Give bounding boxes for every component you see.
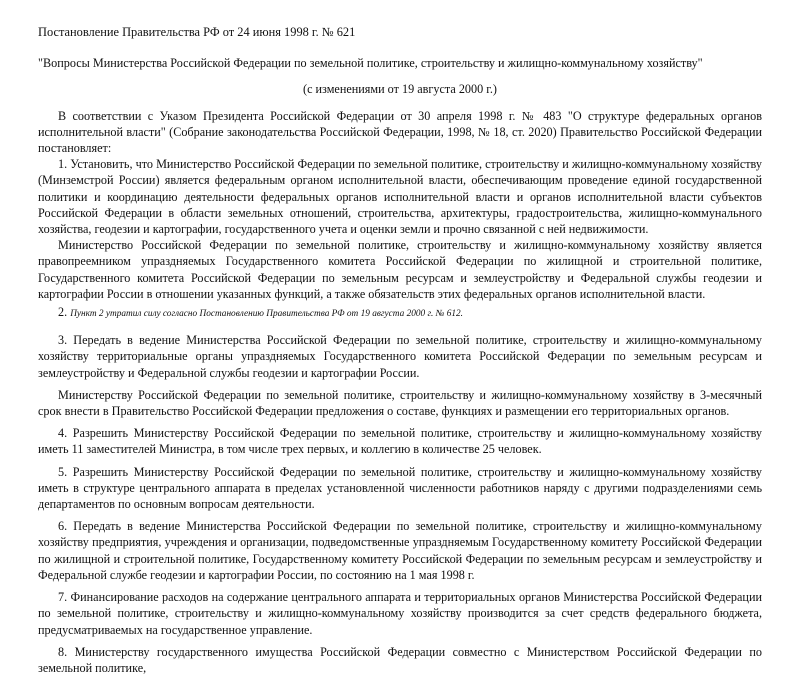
- paragraph-2-note-text: Пункт 2 утратил силу согласно Постановлению Правительства РФ от 19 августа 2000 г. № 612.: [70, 309, 464, 320]
- paragraph-3: 3. Передать в ведение Министерства Российской Федерации по земельной политике, строительству и жилищно-коммунальному хозяйству территориальные органы упраздняемых Государственного комитета Российской Федерации по земельным ресурсам и землеустройству и Федеральной службы геодезии и картографии России.: [38, 333, 762, 380]
- paragraph-2-repealed-note: [38, 304, 762, 322]
- amendment-note: (с изменениями от 19 августа 2000 г.): [303, 82, 497, 97]
- preamble-paragraph: В соответствии с Указом Президента Российской Федерации от 30 апреля 1998 г. № 483 "О структуре федеральных органов исполнительной власти" (Собрание законодательства Российской Федерации, 1998, № 18, ст. 2020) Правительство Российской Федерации постановляет:: [38, 108, 762, 156]
- paragraph-7: 7. Финансирование расходов на содержание центрального аппарата и территориальных органов Министерства Российской Федерации по земельной политике, строительству и жилищно-коммунальному хозяйству производится за счет средств федерального бюджета, предусматриваемых на государственное управление.: [38, 590, 762, 637]
- paragraph-8: 8. Министерству государственного имущества Российской Федерации совместно с Министерством Российской Федерации по земельной политике,: [38, 644, 762, 675]
- paragraph-3-continuation: Министерству Российской Федерации по земельной политике, строительству и жилищно-коммунальному хозяйству в 3-месячный срок внести в Правительство Российской Федерации предложения о составе, функциях и размещении его территориальных органов.: [38, 387, 762, 419]
- document-subtitle: "Вопросы Министерства Российской Федерации по земельной политике, строительству и жилищно-коммунальному хозяйству": [38, 56, 703, 71]
- document-page: [38, 24, 762, 676]
- paragraph-5: 5. Разрешить Министерству Российской Федерации по земельной политике, строительству и жилищно-коммунальному хозяйству иметь в структуре центрального аппарата в пределах установленной численности работников наряду с другими подразделениями семь департаментов по основным вопросам деятельности.: [38, 464, 762, 512]
- paragraph-2-number: 2.: [58, 305, 68, 320]
- document-title: Постановление Правительства РФ от 24 июня 1998 г. № 621: [38, 25, 356, 39]
- paragraph-1-continuation: Министерство Российской Федерации по земельной политике, строительству и жилищно-коммунальному хозяйству является правопреемником упраздняемых Государственного комитета Российской Федерации по жилищной и строительной политике, Государственного комитета Российской Федерации по земельным ресурсам и землеустройству и Федеральной службы геодезии и картографии России в отношении указанных функций, а также обязательств этих федеральных органов исполнительной власти.: [38, 238, 762, 301]
- paragraph-6: 6. Передать в ведение Министерства Российской Федерации по земельной политике, строительству и жилищно-коммунальному хозяйству предприятия, учреждения и организации, подведомственные упраздняемым Государственному комитету Российской Федерации по жилищной и строительной политике, Государственному комитету Российской Федерации по земельным ресурсам и землеустройству и Федеральной службе геодезии и картографии России, по состоянию на 1 мая 1998 г.: [38, 519, 762, 582]
- paragraph-1: 1. Установить, что Министерство Российской Федерации по земельной политике, строительству и жилищно-коммунальному хозяйству (Минземстрой России) является федеральным органом исполнительной власти, обеспечивающим проведение единой государственной политики и координацию деятельности федеральных органов исполнительной власти и органов исполнительной власти субъектов Российской Федерации в области земельных отношений, строительства, архитектуры, градостроительства, жилищно-коммунального хозяйства, геодезии и картографии, государственного учета и оценки земли и прочно связанной с ней недвижимости.: [38, 157, 762, 237]
- paragraph-4: 4. Разрешить Министерству Российской Федерации по земельной политике, строительству и жилищно-коммунальному хозяйству иметь 11 заместителей Министра, в том числе трех первых, и коллегию в количестве 25 человек.: [38, 426, 762, 457]
